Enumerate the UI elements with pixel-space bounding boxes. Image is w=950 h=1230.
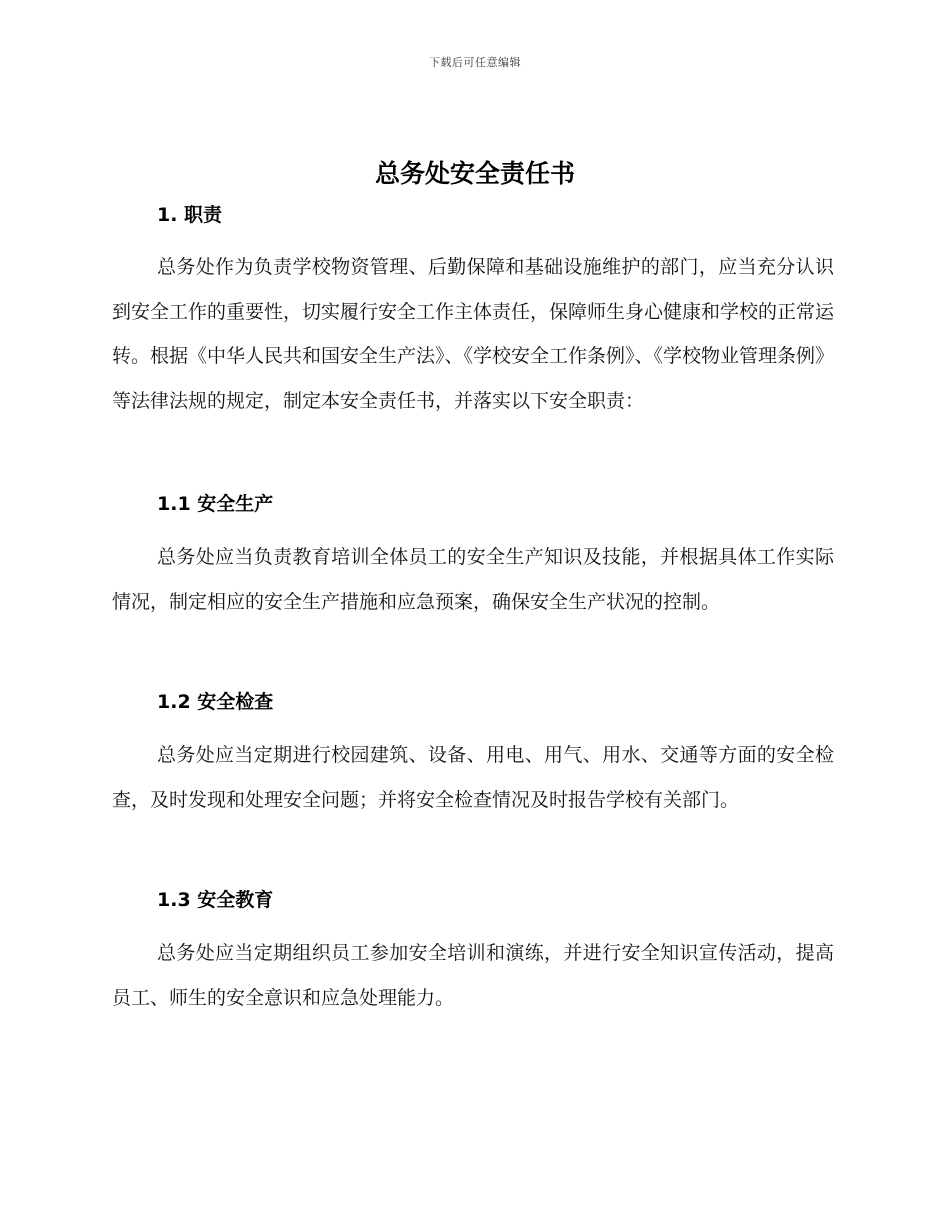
section-paragraph-safety-education: 总务处应当定期组织员工参加安全培训和演练，并进行安全知识宣传活动，提高员工、师生的安全意识和应急处理能力。: [112, 942, 834, 1009]
section-paragraph-duties: 总务处作为负责学校物资管理、后勤保障和基础设施维护的部门，应当充分认识到安全工作的重要性，切实履行安全工作主体责任，保障师生身心健康和学校的正常运转。根据《中华人民共和国安全生产法》、《学校安全工作条例》、《学校物业管理条例》等法律法规的规定，制定本安全责任书，并落实以下安全职责：: [112, 256, 835, 412]
section-heading-safety-inspection: 1.2 安全检查: [157, 691, 274, 713]
document-title: 总务处安全责任书: [374, 159, 575, 188]
section-heading-safe-production: 1.1 安全生产: [157, 493, 274, 515]
section-heading-duties: 1. 职责: [157, 204, 223, 226]
section-paragraph-safety-inspection: 总务处应当定期进行校园建筑、设备、用电、用气、用水、交通等方面的安全检查，及时发现和处理安全问题；并将安全检查情况及时报告学校有关部门。: [112, 744, 834, 811]
header-note: 下载后可任意编辑: [429, 56, 521, 69]
section-heading-safety-education: 1.3 安全教育: [157, 889, 274, 911]
section-paragraph-safe-production: 总务处应当负责教育培训全体员工的安全生产知识及技能，并根据具体工作实际情况，制定相应的安全生产措施和应急预案，确保安全生产状况的控制。: [112, 546, 834, 613]
